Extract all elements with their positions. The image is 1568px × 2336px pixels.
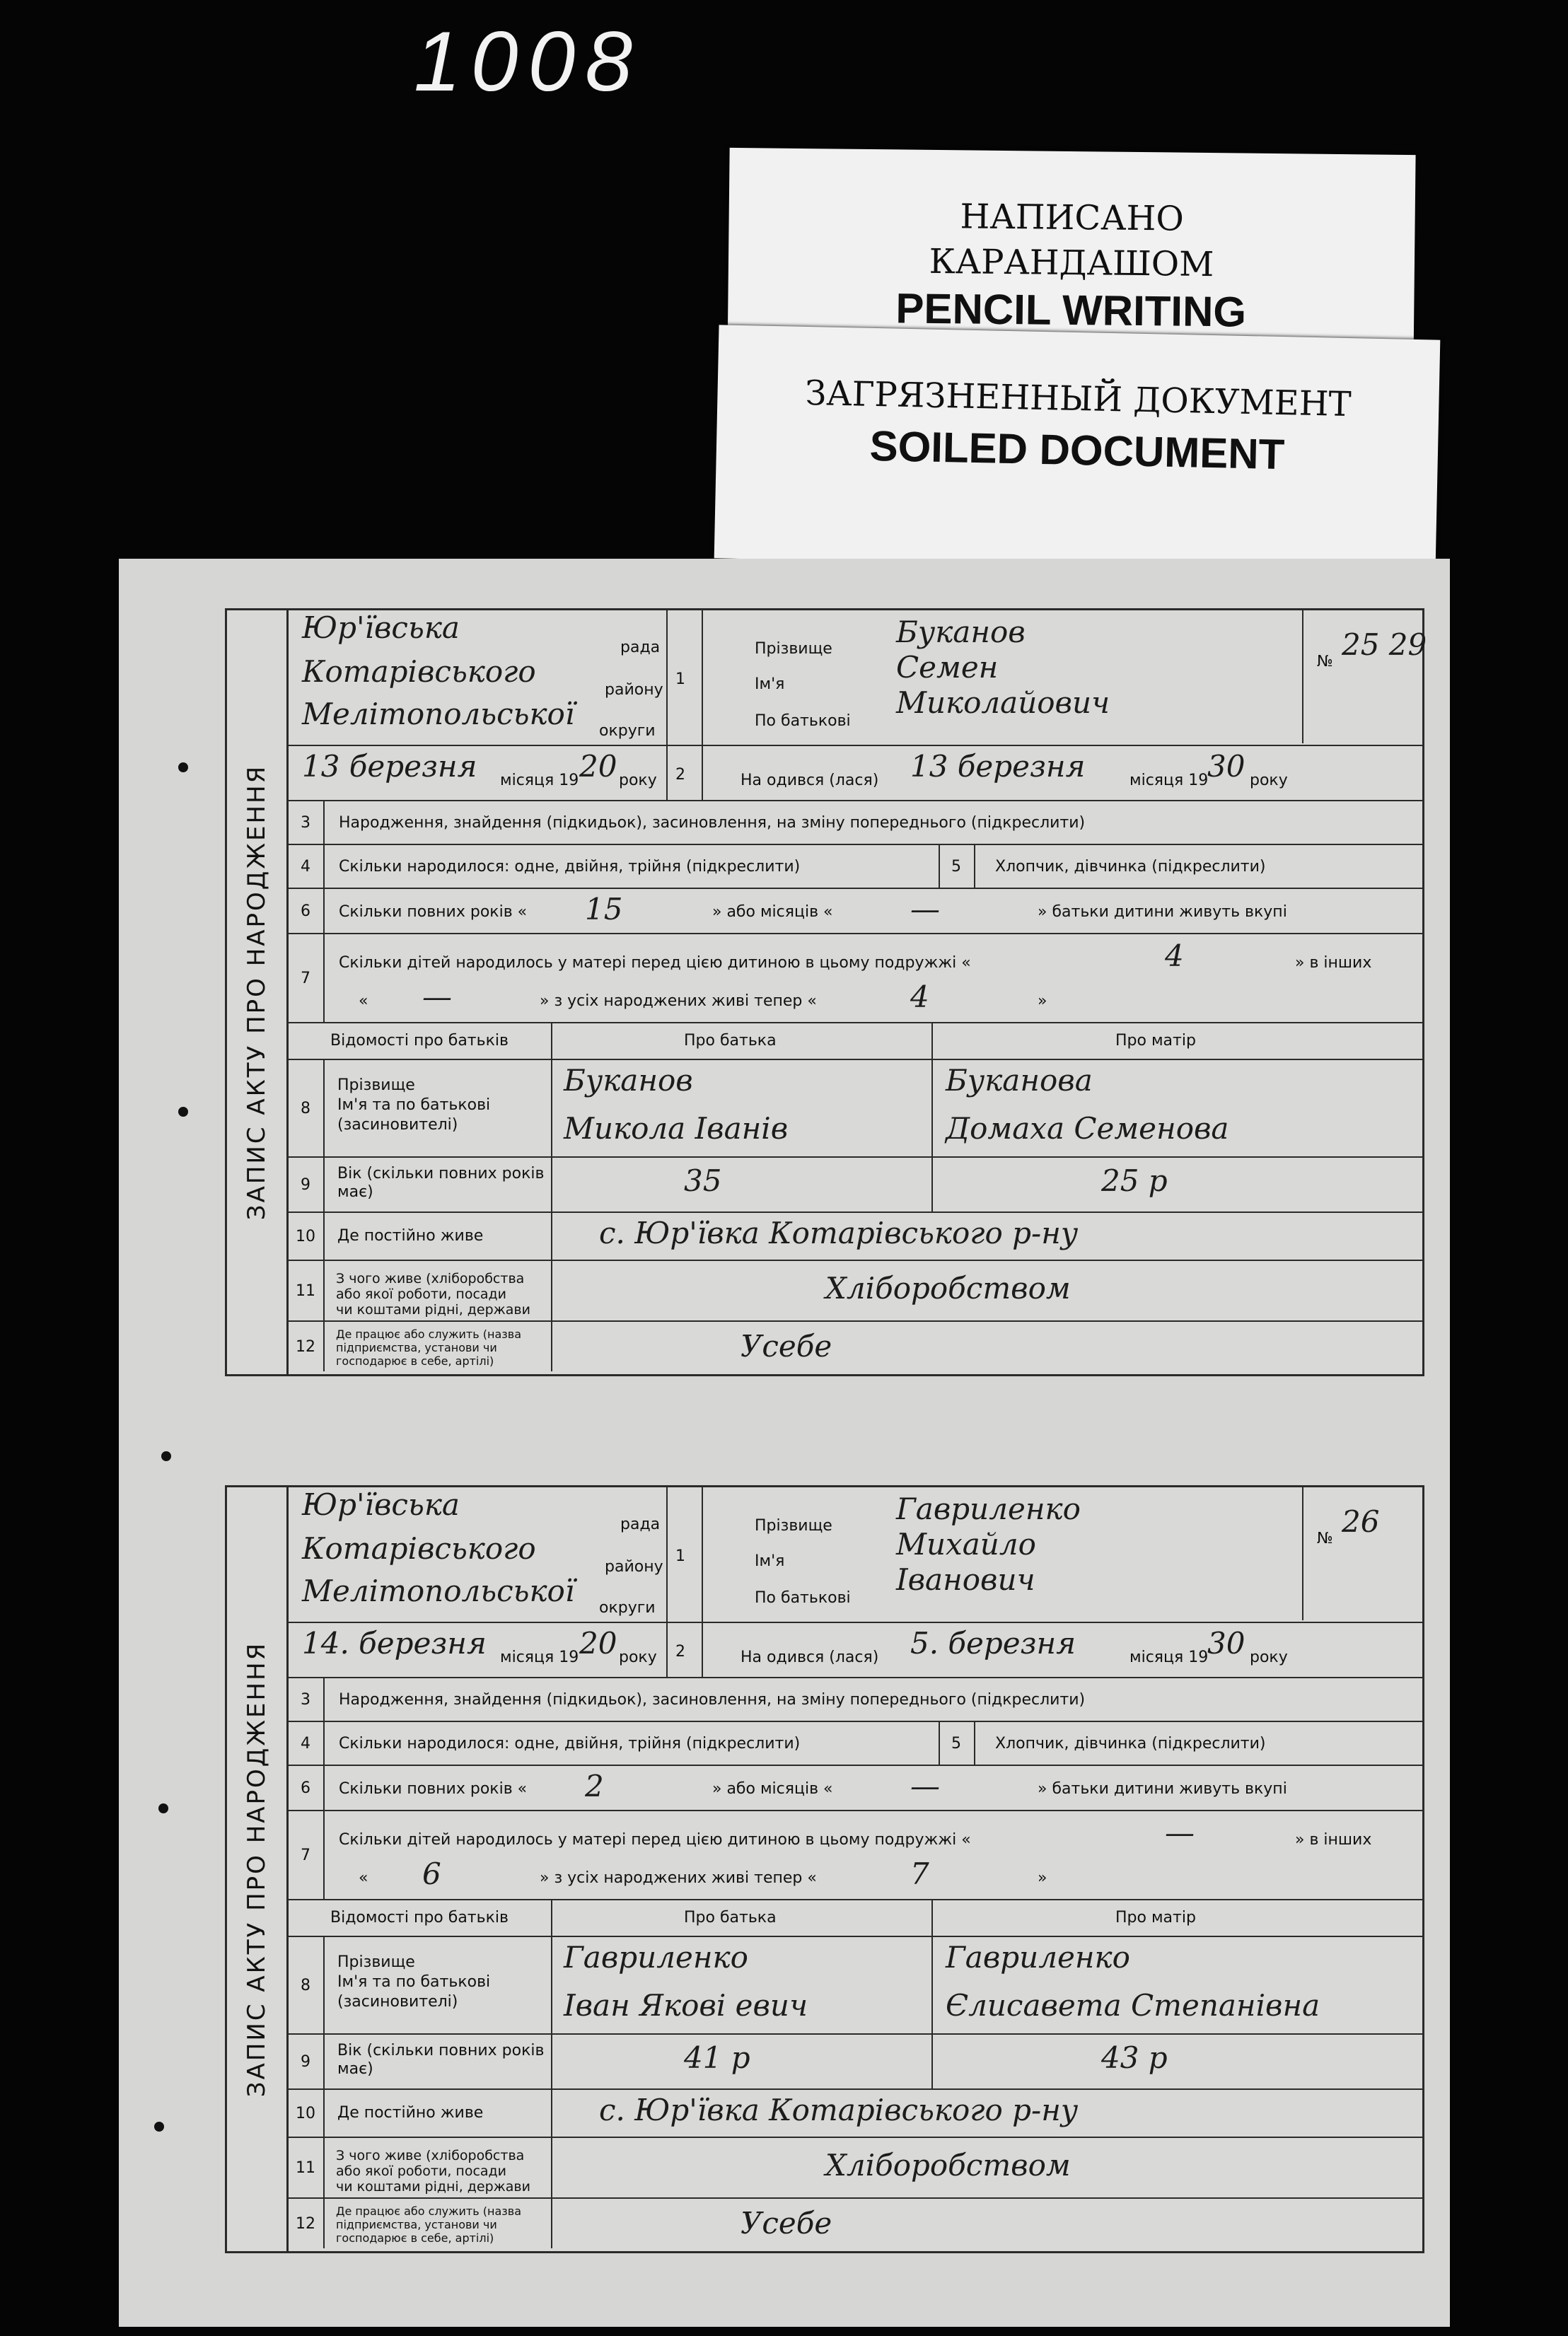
row-3-label: Народження, знайдення (підкидьок), засиновлення, на зміну попереднього (підкреслити) (339, 814, 1086, 832)
row-6-label-c: » батьки дитини живуть вкупі (1038, 1780, 1287, 1798)
row-11-label: З чого живе (хліборобства або якої роботи, посади чи коштами рідні, держави (336, 1271, 530, 1318)
row-number: 1 (675, 1547, 685, 1565)
father-surname: Гавриленко (564, 1940, 748, 1975)
child-surname: Гавриленко (896, 1492, 1081, 1526)
father-age: 35 (684, 1163, 722, 1198)
row-8-label: Прізвище Ім'я та по батькові (засиновителі) (337, 1076, 491, 1134)
row-number: 5 (951, 1735, 961, 1753)
soiled-document-tag (714, 325, 1441, 573)
soiled-tag-en: SOILED DOCUMENT (869, 422, 1285, 479)
row-12-label: Де працює або служить (назва підприємства, установи чи господарює в себе, артілі) (336, 2204, 522, 2245)
row-number: 5 (951, 858, 961, 876)
okruhy-label: округи (599, 1599, 656, 1617)
children-before: 4 (1165, 939, 1184, 973)
record-title: ЗАПИС АКТУ ПРО НАРОДЖЕННЯ (243, 764, 271, 1221)
month-year-label: місяця 19 (1129, 1649, 1209, 1666)
row-number: 2 (675, 1643, 685, 1661)
mother-surname: Гавриленко (946, 1940, 1130, 1975)
row-4-label: Скільки народилося: одне, двійня, трійня (підкреслити) (339, 858, 801, 876)
row-9: 9 Вік (скільки повних років має) 35 25 р (288, 1158, 1422, 1213)
film-number: 1008 (414, 14, 642, 109)
parents-info-header: Відомості про батьків (330, 1032, 509, 1050)
month-year-label: місяця 19 (500, 1649, 579, 1666)
child-surname: Буканов (896, 615, 1026, 649)
surname-label: Прізвище (755, 1517, 832, 1535)
pencil-tag-ru-line2: КАРАНДАШОМ (929, 241, 1214, 285)
row-8-label: Прізвище Ім'я та по батькові (засиновителі) (337, 1953, 491, 2011)
father-column-header: Про батька (684, 1909, 777, 1927)
mother-name: Домаха Семенова (946, 1111, 1229, 1146)
punch-hole (158, 1803, 168, 1813)
birth-date: 5. березня (910, 1626, 1076, 1661)
row-6-label-b: » або місяців « (712, 1780, 833, 1798)
children-alive: 4 (910, 980, 929, 1014)
row-4-label: Скільки народилося: одне, двійня, трійня (підкреслити) (339, 1735, 801, 1753)
mother-age: 43 р (1101, 2040, 1168, 2075)
child-patronymic: Миколайович (896, 685, 1110, 720)
row-number: 1 (675, 670, 685, 688)
children-other-marriage: 6 (422, 1856, 441, 1891)
patronymic-label: По батькові (755, 712, 851, 730)
row-10: 10 Де постійно живе с. Юр'ївка Котарівського р-ну (288, 2090, 1422, 2138)
name-label: Ім'я (755, 1552, 785, 1570)
year-label: року (619, 772, 657, 789)
row-3-label: Народження, знайдення (підкидьок), засиновлення, на зміну попереднього (підкреслити) (339, 1691, 1086, 1709)
workplace: Усебе (741, 1329, 832, 1364)
residence: с. Юр'ївка Котарівського р-ну (599, 1216, 1079, 1250)
row-7-label-a: Скільки дітей народилось у матері перед цією дитиною в цьому подружжі « (339, 1831, 971, 1849)
residence: с. Юр'ївка Котарівського р-ну (599, 2093, 1079, 2127)
row-7-label-b: » в інших (1295, 954, 1372, 972)
month-year-label: місяця 19 (1129, 772, 1209, 789)
pencil-tag-en: PENCIL WRITING (895, 284, 1247, 336)
months-together: — (910, 892, 940, 926)
row-12: 12 Де працює або служить (назва підприємства, установи чи господарює в себе, артілі) Усебе (288, 2199, 1422, 2248)
row-7: 7 Скільки дітей народилось у матері перед цією дитиною в цьому подружжі « — » в інших « 6 » з усіх народжених живі тепер « 7 » (288, 1811, 1422, 1900)
record-number: 26 (1342, 1504, 1380, 1539)
row-9: 9 Вік (скільки повних років має) 41 р 43 р (288, 2035, 1422, 2090)
occupation: Хліборобством (825, 1271, 1071, 1306)
child-patronymic: Іванович (896, 1562, 1035, 1597)
row-7: 7 Скільки дітей народилось у матері перед цією дитиною в цьому подружжі « 4 » в інших « — » з усіх народжених живі тепер « 4 » (288, 934, 1422, 1023)
raion-label: району (605, 681, 663, 699)
patronymic-label: По батькові (755, 1589, 851, 1607)
number-sign: № (1317, 653, 1333, 670)
row-7-label-d: » з усіх народжених живі тепер « (540, 1869, 817, 1887)
row-5-label: Хлопчик, дівчинка (підкреслити) (995, 858, 1266, 876)
year-label: року (1250, 1649, 1288, 1666)
record-vertical-title (227, 1487, 289, 2251)
row-8: 8 Прізвище Ім'я та по батькові (засиновителі) Гавриленко Іван Якові евич Гавриленко Єлисавета Степанівна (288, 1937, 1422, 2035)
record-number: 25 29 (1342, 627, 1427, 662)
row-6-label-c: » батьки дитини живуть вкупі (1038, 903, 1287, 921)
months-together: — (910, 1769, 940, 1803)
birth-record-2 (225, 1485, 1424, 2253)
birth-record-1 (225, 608, 1427, 1376)
parents-header (288, 1900, 1422, 1937)
punch-hole (154, 2122, 164, 2132)
row-11: 11 З чого живе (хліборобства або якої роботи, посади чи коштами рідні, держави Хліборобством (288, 1261, 1422, 1322)
born-label: На одився (лася) (741, 772, 879, 789)
children-alive: 7 (910, 1856, 929, 1891)
row-10-label: Де постійно живе (337, 1227, 484, 1245)
years-together: 15 (585, 892, 623, 926)
workplace: Усебе (741, 2206, 832, 2241)
mother-age: 25 р (1101, 1163, 1168, 1198)
mother-surname: Буканова (946, 1063, 1093, 1098)
registration-year: 20 (579, 1626, 617, 1661)
rada-value: Юр'ївська (302, 610, 460, 645)
father-name: Микола Іванів (564, 1111, 789, 1146)
row-11-label: З чого живе (хліборобства або якої роботи, посади чи коштами рідні, держави (336, 2148, 530, 2195)
record-vertical-title (227, 610, 289, 1374)
row-12-label: Де працює або служить (назва підприємства, установи чи господарює в себе, артілі) (336, 1327, 522, 1368)
soiled-tag-ru: ЗАГРЯЗНЕННЫЙ ДОКУМЕНТ (804, 373, 1352, 425)
mother-column-header: Про матір (1115, 1909, 1196, 1927)
birth-date: 13 березня (910, 749, 1086, 784)
okruhy-label: округи (599, 722, 656, 740)
document-sheet (119, 559, 1450, 2327)
born-label: На одився (лася) (741, 1649, 879, 1666)
number-sign: № (1317, 1530, 1333, 1547)
birth-year: 30 (1207, 749, 1245, 784)
rada-label: рада (620, 1516, 661, 1533)
children-other-marriage: — (422, 980, 452, 1014)
row-7-label-e: » (1038, 992, 1047, 1010)
punch-hole (178, 1107, 188, 1117)
row-7-label-d: » з усіх народжених живі тепер « (540, 992, 817, 1010)
row-6: 6 Скільки повних років « 2 » або місяців « — » батьки дитини живуть вкупі (288, 1766, 1422, 1811)
occupation: Хліборобством (825, 2148, 1071, 2183)
row-3: 3 Народження, знайдення (підкидьок), засиновлення, на зміну попереднього (підкреслити) (288, 1678, 1422, 1722)
father-age: 41 р (684, 2040, 750, 2075)
row-4-5: 4 Скільки народилося: одне, двійня, трійня (підкреслити) 5 Хлопчик, дівчинка (підкреслити) (288, 845, 1422, 889)
name-label: Ім'я (755, 675, 785, 693)
row-6-label-a: Скільки повних років « (339, 1780, 528, 1798)
header-block (288, 610, 1427, 801)
row-10-label: Де постійно живе (337, 2104, 484, 2122)
children-before: — (1165, 1815, 1195, 1850)
row-7-label-e: » (1038, 1869, 1047, 1887)
raion-label: району (605, 1558, 663, 1576)
okruha-value: Мелітопольської (302, 1574, 575, 1608)
row-9-label: Вік (скільки повних років має) (337, 2042, 545, 2078)
year-label: року (1250, 772, 1288, 789)
row-7-label-c: « (359, 1869, 368, 1887)
row-7-label-c: « (359, 992, 368, 1010)
pencil-tag-ru-line1: НАПИСАНО (960, 197, 1185, 239)
rada-label: рада (620, 639, 661, 656)
row-8: 8 Прізвище Ім'я та по батькові (засиновителі) Буканов Микола Іванів Буканова Домаха Семенова (288, 1060, 1422, 1158)
okruha-value: Мелітопольської (302, 697, 575, 731)
raion-value: Котарівського (302, 654, 536, 689)
row-number: 2 (675, 766, 685, 784)
birth-year: 30 (1207, 1626, 1245, 1661)
row-6: 6 Скільки повних років « 15 » або місяців « — » батьки дитини живуть вкупі (288, 889, 1422, 934)
row-3: 3 Народження, знайдення (підкидьок), засиновлення, на зміну попереднього (підкреслити) (288, 801, 1422, 845)
punch-hole (161, 1451, 171, 1461)
registration-date: 13 березня (302, 749, 477, 784)
parents-info-header: Відомості про батьків (330, 1909, 509, 1927)
father-surname: Буканов (564, 1063, 693, 1098)
surname-label: Прізвище (755, 640, 832, 658)
row-11: 11 З чого живе (хліборобства або якої роботи, посади чи коштами рідні, держави Хліборобством (288, 2138, 1422, 2199)
father-column-header: Про батька (684, 1032, 777, 1050)
row-4-5: 4 Скільки народилося: одне, двійня, трійня (підкреслити) 5 Хлопчик, дівчинка (підкреслити) (288, 1722, 1422, 1766)
row-7-label-b: » в інших (1295, 1831, 1372, 1849)
row-6-label-b: » або місяців « (712, 903, 833, 921)
punch-hole (178, 762, 188, 772)
registration-year: 20 (579, 749, 617, 784)
row-12: 12 Де працює або служить (назва підприємства, установи чи господарює в себе, артілі) Усебе (288, 1322, 1422, 1371)
raion-value: Котарівського (302, 1531, 536, 1566)
child-name: Семен (896, 650, 999, 685)
parents-header (288, 1023, 1422, 1060)
registration-date: 14. березня (302, 1626, 487, 1661)
years-together: 2 (585, 1769, 604, 1803)
row-6-label-a: Скільки повних років « (339, 903, 528, 921)
month-year-label: місяця 19 (500, 772, 579, 789)
father-name: Іван Якові евич (564, 1988, 808, 2023)
row-10: 10 Де постійно живе с. Юр'ївка Котарівського р-ну (288, 1213, 1422, 1261)
row-7-label-a: Скільки дітей народилось у матері перед цією дитиною в цьому подружжі « (339, 954, 971, 972)
header-block (288, 1487, 1422, 1678)
mother-column-header: Про матір (1115, 1032, 1196, 1050)
year-label: року (619, 1649, 657, 1666)
child-name: Михайло (896, 1527, 1036, 1562)
row-5-label: Хлопчик, дівчинка (підкреслити) (995, 1735, 1266, 1753)
mother-name: Єлисавета Степанівна (946, 1988, 1320, 2023)
rada-value: Юр'ївська (302, 1487, 460, 1522)
row-9-label: Вік (скільки повних років має) (337, 1165, 545, 1201)
record-title: ЗАПИС АКТУ ПРО НАРОДЖЕННЯ (243, 1641, 271, 2098)
